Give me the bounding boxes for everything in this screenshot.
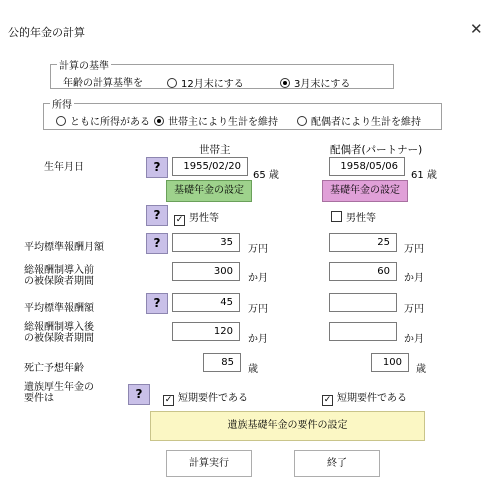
period-before-label: [24, 265, 94, 287]
window-title: 公的年金の計算: [8, 26, 85, 39]
period-after-unit: か月: [248, 334, 268, 345]
period-before-unit: か月: [404, 273, 424, 284]
spouse-death-age-input[interactable]: 100: [371, 353, 409, 372]
spouse-short-term-label: 短期要件である: [337, 393, 407, 404]
spouse-period-after-input[interactable]: [329, 322, 397, 341]
calc-basis-label: 年齢の計算基準を: [63, 78, 143, 89]
death-age-unit: 歳: [416, 364, 426, 375]
survivor-label-line2: 要件は: [24, 393, 54, 404]
head-male-label: 男性等: [189, 213, 219, 224]
survivor-label-line1: 遺族厚生年金の: [24, 382, 94, 393]
spouse-short-term-checkbox[interactable]: [322, 389, 407, 406]
column-head: 世帯主: [199, 144, 231, 156]
death-age-label: 死亡予想年齢: [24, 363, 84, 374]
head-period-after-input[interactable]: 120: [172, 322, 240, 341]
radio-icon: [56, 116, 66, 126]
head-basic-pension-button[interactable]: 基礎年金の設定: [166, 180, 252, 202]
period-after-label: [24, 322, 94, 344]
income-radio-both[interactable]: [56, 113, 150, 128]
basis-option-label: 12月末にする: [181, 79, 244, 90]
income-option-label: 世帯主により生計を維持: [168, 117, 278, 128]
checkmark-icon: ✓: [175, 215, 184, 225]
period-before-unit: か月: [248, 273, 268, 284]
income-option-label: 配偶者により生計を維持: [311, 117, 421, 128]
spouse-male-label: 男性等: [346, 213, 376, 224]
help-button-gender[interactable]: ?: [146, 205, 168, 226]
head-male-checkbox[interactable]: [174, 209, 219, 226]
head-death-age-input[interactable]: 85: [203, 353, 241, 372]
period-after-label-line1: 総報酬制導入後: [24, 322, 94, 333]
basis-radio-mar[interactable]: [280, 75, 350, 90]
head-avg-amount-input[interactable]: 45: [172, 293, 240, 312]
help-button-avg-amount[interactable]: ?: [146, 293, 168, 314]
checkmark-icon: ✓: [323, 395, 332, 405]
survivor-label: [24, 382, 94, 404]
head-birthdate-input[interactable]: 1955/02/20: [172, 157, 248, 176]
period-before-label-line1: 総報酬制導入前: [24, 265, 94, 276]
spouse-basic-pension-button[interactable]: 基礎年金の設定: [322, 180, 408, 202]
column-spouse: 配偶者(パートナー): [330, 144, 423, 156]
avg-monthly-unit: 万円: [404, 244, 424, 255]
survivor-basic-settings-button[interactable]: 遺族基礎年金の要件の設定: [150, 411, 425, 441]
head-short-term-label: 短期要件である: [178, 393, 248, 404]
spouse-period-before-input[interactable]: 60: [329, 262, 397, 281]
avg-monthly-unit: 万円: [248, 244, 268, 255]
help-button-avg-monthly[interactable]: ?: [146, 233, 168, 254]
head-age: 65 歳: [253, 170, 279, 181]
avg-amount-label: 平均標準報酬額: [24, 303, 94, 314]
period-after-label-line2: の被保険者期間: [24, 333, 94, 344]
period-after-unit: か月: [404, 334, 424, 345]
income-radio-head[interactable]: [154, 113, 278, 128]
avg-monthly-label: 平均標準報酬月額: [24, 242, 104, 253]
spouse-male-checkbox[interactable]: [331, 209, 376, 224]
spouse-birthdate-input[interactable]: 1958/05/06: [329, 157, 405, 176]
income-radio-spouse[interactable]: [297, 113, 421, 128]
help-button-birthdate[interactable]: ?: [146, 157, 168, 178]
radio-selected-icon: [280, 78, 290, 88]
head-period-before-input[interactable]: 300: [172, 262, 240, 281]
close-icon[interactable]: ✕: [470, 20, 483, 38]
radio-icon: [297, 116, 307, 126]
help-button-survivor[interactable]: ?: [128, 384, 150, 405]
close-button[interactable]: 終了: [294, 450, 380, 477]
checkmark-icon: ✓: [164, 395, 173, 405]
income-legend: 所得: [52, 100, 72, 111]
basis-radio-dec[interactable]: [167, 75, 244, 90]
income-option-label: ともに所得がある: [70, 117, 150, 128]
checkbox-icon: [331, 211, 342, 222]
death-age-unit: 歳: [248, 364, 258, 375]
calc-basis-legend: 計算の基準: [59, 61, 109, 72]
avg-amount-unit: 万円: [404, 304, 424, 315]
period-before-label-line2: の被保険者期間: [24, 276, 94, 287]
spouse-age: 61 歳: [411, 170, 437, 181]
spouse-avg-amount-input[interactable]: [329, 293, 397, 312]
radio-selected-icon: [154, 116, 164, 126]
birthdate-label: 生年月日: [44, 162, 84, 173]
avg-amount-unit: 万円: [248, 304, 268, 315]
basis-option-label: 3月末にする: [294, 79, 351, 90]
head-avg-monthly-input[interactable]: 35: [172, 233, 240, 252]
radio-icon: [167, 78, 177, 88]
head-short-term-checkbox[interactable]: [163, 389, 248, 406]
spouse-avg-monthly-input[interactable]: 25: [329, 233, 397, 252]
calculate-button[interactable]: 計算実行: [166, 450, 252, 477]
